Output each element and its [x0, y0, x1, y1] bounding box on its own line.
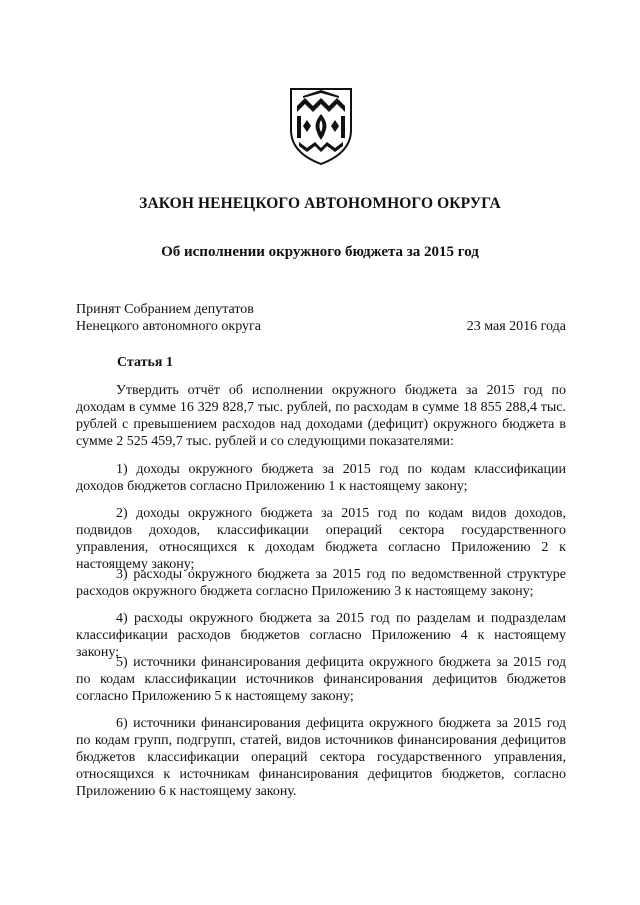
- list-item: 5) источники финансирования дефицита окружного бюджета за 2015 год по кодам классификации источников финансирования дефицитов бюджетов согласно Приложению 5 к настоящему закону;: [76, 655, 566, 704]
- list-item: 2) доходы окружного бюджета за 2015 год по кодам видов доходов, подвидов доходов, классификации операций сектора государственного управления, относящихся к доходам бюджета согласно Приложению 2 к настоящему закону;: [76, 506, 566, 572]
- article-heading: Статья 1: [117, 355, 173, 370]
- adopted-by: [76, 301, 261, 335]
- nenets-coat-of-arms-icon: [289, 86, 353, 166]
- list-item: 6) источники финансирования дефицита окружного бюджета за 2015 год по кодам групп, подгрупп, статей, видов источников финансирования дефицитов бюджетов классификации операций сектора государственного управления, относящихся к источникам финансирования дефицитов бюджетов, согласно Приложению 6 к настоящему закону.: [76, 716, 566, 799]
- law-title: ЗАКОН НЕНЕЦКОГО АВТОНОМНОГО ОКРУГА: [139, 195, 501, 212]
- list-item: 1) доходы окружного бюджета за 2015 год по кодам классификации доходов бюджетов согласно Приложению 1 к настоящему закону;: [76, 462, 566, 494]
- adopted-line-2: Ненецкого автономного округа: [76, 319, 261, 334]
- list-item: 3) расходы окружного бюджета за 2015 год по ведомственной структуре расходов окружного бюджета согласно Приложению 3 к настоящему закону;: [76, 567, 566, 599]
- adopted-line-1: Принят Собранием депутатов: [76, 302, 254, 317]
- list-item: 4) расходы окружного бюджета за 2015 год по разделам и подразделам классификации расходов бюджетов согласно Приложению 4 к настоящему закону;: [76, 611, 566, 660]
- adopted-date: 23 мая 2016 года: [466, 319, 566, 334]
- article-intro-paragraph: Утвердить отчёт об исполнении окружного бюджета за 2015 год по доходам в сумме 16 329 828,7 тыс. рублей, по расходам в сумме 18 855 288,4 тыс. рублей с превышением расходов над доходами (дефицит) окружного бюджета в сумме 2 525 459,7 тыс. рублей и со следующими показателями:: [76, 383, 566, 449]
- law-subtitle: Об исполнении окружного бюджета за 2015 год: [161, 244, 479, 260]
